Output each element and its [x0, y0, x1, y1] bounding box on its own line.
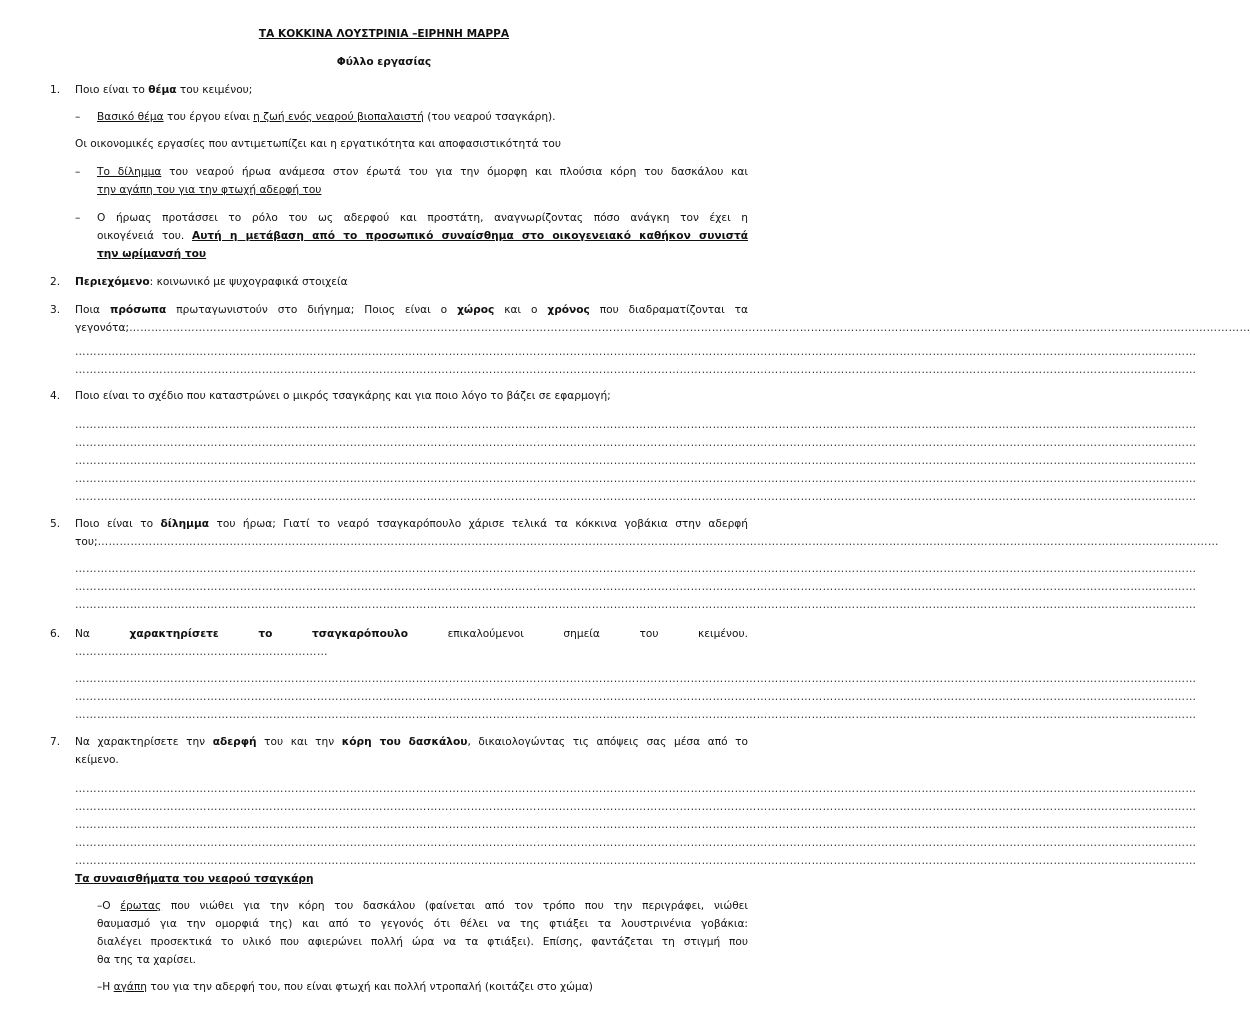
answer-line[interactable]: ………………………………………………………………………………………………………………………………………………………………………………………………………………………………………………………………………………: [75, 819, 1197, 831]
answer-line[interactable]: ………………………………………………………………………………………………………………………………………………………………………………………………………………………………………………………………………………: [75, 364, 1197, 376]
feelings-para-1-line-4: θα της τα χαρίσει.: [97, 954, 197, 966]
answer-line[interactable]: ………………………………………………………………………………………………………………………………………………………………………………………………………………………………………………………………………………: [75, 581, 1197, 593]
answer-line[interactable]: ………………………………………………………………………………………………………………………………………………………………………………………………………………………………………………………………………………: [75, 709, 1197, 721]
answer-1-role-line-2: οικογένειά του. Αυτή η μετάβαση από το προσωπικό συναίσθημα στο οικογενειακό καθήκον συνιστά: [97, 230, 748, 242]
question-3-text-line-1: Ποια πρόσωπα πρωταγωνιστούν στο διήγημα; Ποιος είναι ο χώρος και ο χρόνος που διαδραματίζονται τα: [75, 304, 749, 316]
question-4-number: 4.: [50, 390, 61, 402]
answer-line[interactable]: ………………………………………………………………………………………………………………………………………………………………………………………………………………………………………………………………………………: [75, 837, 1197, 849]
question-2-number: 2.: [50, 276, 61, 288]
feelings-para-2: –Η αγάπη του για την αδερφή του, που είναι φτωχή και πολλή ντροπαλή (κοιτάζει στο χώμα): [97, 981, 593, 993]
question-6-text-line-1: Να χαρακτηρίσετε το τσαγκαρόπουλο επικαλούμενοι σημεία του κειμένου.: [75, 628, 748, 640]
question-7-text-line-2: κείμενο.: [75, 754, 119, 766]
section-heading: Τα συναισθήματα του νεαρού τσαγκάρη: [75, 873, 314, 885]
answer-line[interactable]: ………………………………………………………………………………………………………………………………………………………………………………………………………………………………………………………………………………: [75, 563, 1197, 575]
feelings-para-1-line-2: θαυμασμό για την ομορφιά της) και από το γεγονός ότι θέλει να της φτιάξει τα λουστρινένια γοβάκια:: [97, 918, 748, 930]
bullet-dash: –: [75, 111, 81, 123]
answer-line[interactable]: ………………………………………………………………………………………………………………………………………………………………………………………………………………………………………………………………………………: [75, 437, 1197, 449]
page-subtitle: Φύλλο εργασίας: [336, 56, 432, 68]
bullet-dash: –: [75, 212, 81, 224]
question-7-number: 7.: [50, 736, 61, 748]
page-title: ΤΑ ΚΟΚΚΙΝΑ ΛΟΥΣΤΡΙΝΙΑ –ΕΙΡΗΝΗ ΜΑΡΡΑ: [258, 28, 510, 40]
answer-1-dilemma-line-2: την αγάπη του για την φτωχή αδερφή του: [97, 184, 322, 196]
question-1-text: Ποιο είναι το θέμα του κειμένου;: [75, 84, 253, 96]
answer-line[interactable]: ………………………………………………………………………………………………………………………………………………………………………………………………………………………………………………………………………………: [75, 673, 1197, 685]
question-2-text: Περιεχόμενο: κοινωνικό με ψυχογραφικά στοιχεία: [75, 276, 348, 288]
question-6-short-line[interactable]: ……………………………………………………………: [75, 646, 328, 658]
answer-line[interactable]: ………………………………………………………………………………………………………………………………………………………………………………………………………………………………………………………………………………: [75, 455, 1197, 467]
answer-line[interactable]: ………………………………………………………………………………………………………………………………………………………………………………………………………………………………………………………………………………: [75, 473, 1197, 485]
answer-line[interactable]: ………………………………………………………………………………………………………………………………………………………………………………………………………………………………………………………………………………: [75, 346, 1197, 358]
question-5-text-line-2: του; ………………………………………………………………………………………………………………………………………………………………………………………………………………………………………………………………………………: [75, 536, 1219, 548]
question-1-number: 1.: [50, 84, 61, 96]
question-3-number: 3.: [50, 304, 61, 316]
question-6-number: 6.: [50, 628, 61, 640]
question-5-text-line-1: Ποιο είναι το δίλημμα του ήρωα; Γιατί το νεαρό τσαγκαρόπουλο χάρισε τελικά τα κόκκινα γοβάκια στην αδερφή: [75, 518, 748, 530]
question-5-number: 5.: [50, 518, 61, 530]
answer-line[interactable]: ………………………………………………………………………………………………………………………………………………………………………………………………………………………………………………………………………………: [75, 419, 1197, 431]
answer-line[interactable]: ………………………………………………………………………………………………………………………………………………………………………………………………………………………………………………………………………………: [75, 783, 1197, 795]
answer-line[interactable]: ………………………………………………………………………………………………………………………………………………………………………………………………………………………………………………………………………………: [75, 855, 1197, 867]
answer-1-line-2: Οι οικονομικές εργασίες που αντιμετωπίζει και η εργατικότητα και αποφασιστικότητά του: [75, 138, 561, 150]
question-7-text-line-1: Να χαρακτηρίσετε την αδερφή του και την κόρη του δασκάλου, δικαιολογώντας τις απόψεις σας μέσα από το: [75, 736, 748, 748]
answer-1-dilemma-line-1: Το δίλημμα του νεαρού ήρωα ανάμεσα στον έρωτά του για την όμορφη και πλούσια κόρη του δασκάλου και: [97, 166, 748, 178]
feelings-para-1-line-3: διαλέγει προσεκτικά το υλικό που αφιερώνει πολλή ώρα να τα φτιάξει). Επίσης, φαντάζεται τη στιγμή που: [97, 936, 748, 948]
answer-line[interactable]: ………………………………………………………………………………………………………………………………………………………………………………………………………………………………………………………………………………: [75, 801, 1197, 813]
answer-1-main-theme: Βασικό θέμα του έργου είναι η ζωή ενός νεαρού βιοπαλαιστή (του νεαρού τσαγκάρη).: [97, 111, 556, 123]
question-3-text-line-2: γεγονότα; ………………………………………………………………………………………………………………………………………………………………………………………………………………………………………………………………………………: [75, 322, 1250, 334]
answer-line[interactable]: ………………………………………………………………………………………………………………………………………………………………………………………………………………………………………………………………………………: [75, 491, 1197, 503]
answer-line[interactable]: ………………………………………………………………………………………………………………………………………………………………………………………………………………………………………………………………………………: [75, 599, 1197, 611]
answer-line[interactable]: ………………………………………………………………………………………………………………………………………………………………………………………………………………………………………………………………………………: [75, 691, 1197, 703]
feelings-para-1-line-1: –Ο έρωτας που νιώθει για την κόρη του δασκάλου (φαίνεται από τον τρόπο που την περιγράφει, νιώθει: [97, 900, 748, 912]
answer-1-role-line-3: την ωρίμανσή του: [97, 248, 207, 260]
answer-1-role-line-1: Ο ήρωας προτάσσει το ρόλο του ως αδερφού και προστάτη, αναγνωρίζοντας πόσο ανάγκη τον έχει η: [97, 212, 748, 224]
question-4-text: Ποιο είναι το σχέδιο που καταστρώνει ο μικρός τσαγκάρης και για ποιο λόγο το βάζει σε εφαρμογή;: [75, 390, 611, 402]
bullet-dash: –: [75, 166, 81, 178]
